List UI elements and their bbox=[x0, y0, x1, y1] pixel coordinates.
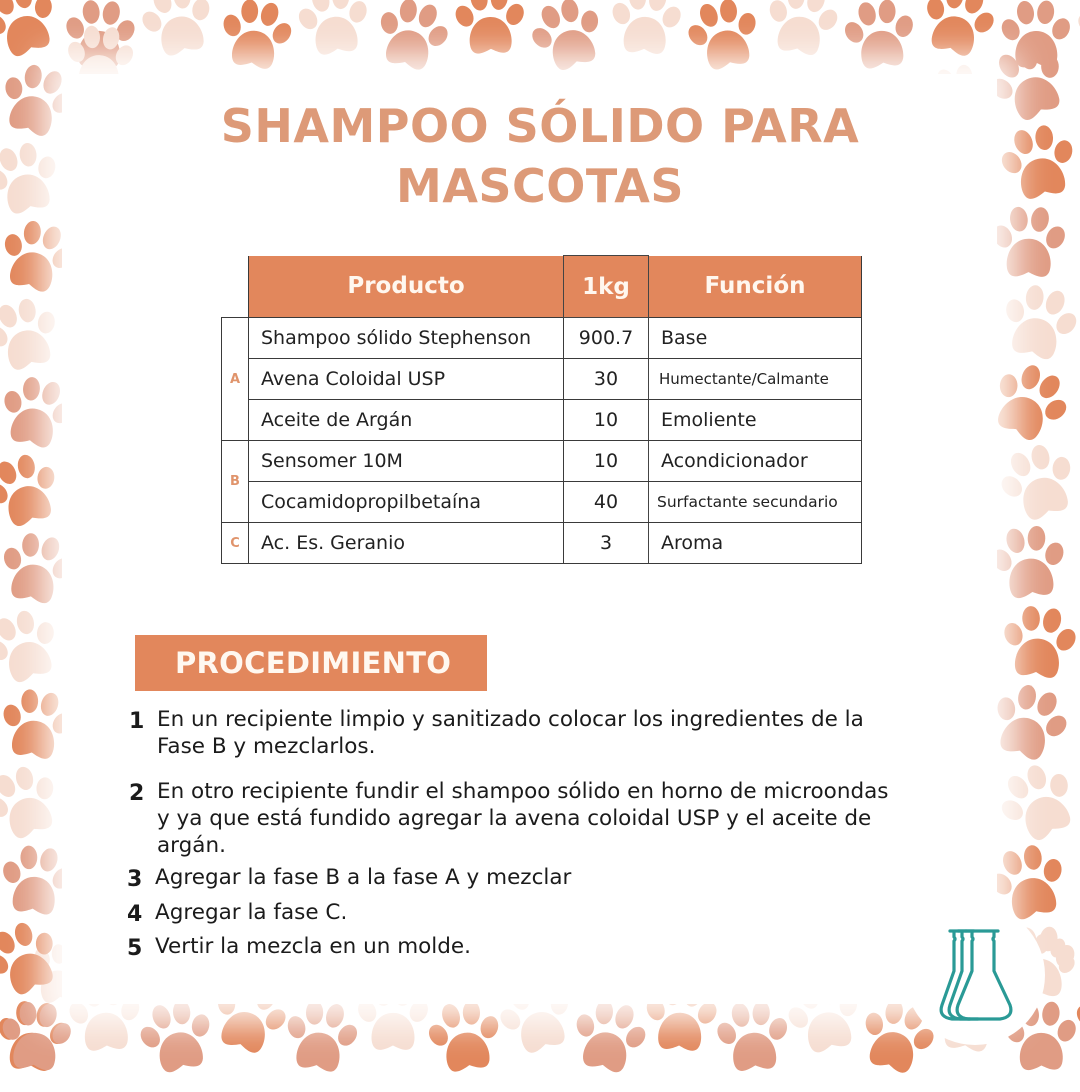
step-text: Vertir la mezcla en un molde. bbox=[155, 934, 471, 959]
quantity-cell: 30 bbox=[564, 359, 649, 400]
product-cell: Ac. Es. Geranio bbox=[249, 523, 564, 564]
table-header-row bbox=[222, 256, 862, 318]
phase-header-blank bbox=[222, 256, 249, 318]
table-row bbox=[222, 359, 862, 400]
step-number: 2 bbox=[129, 781, 145, 806]
step-number: 3 bbox=[127, 867, 143, 892]
header-product: Producto bbox=[249, 256, 564, 318]
step-item bbox=[127, 899, 895, 928]
function-cell: Emoliente bbox=[649, 400, 862, 441]
step-text: En otro recipiente fundir el shampoo sólido en horno de microondas y ya que está fundido agregar la avena coloidal USP y el aceite de argán. bbox=[157, 779, 889, 858]
product-cell: Cocamidopropilbetaína bbox=[249, 482, 564, 523]
table-row bbox=[222, 482, 862, 523]
quantity-cell: 10 bbox=[564, 400, 649, 441]
table-row bbox=[222, 318, 862, 359]
phase-label-a: A bbox=[222, 318, 249, 441]
step-text: En un recipiente limpio y sanitizado colocar los ingredientes de la Fase B y mezclarlos. bbox=[157, 707, 864, 759]
function-cell: Base bbox=[649, 318, 862, 359]
quantity-cell: 900.7 bbox=[564, 318, 649, 359]
title-line-2: MASCOTAS bbox=[396, 159, 684, 213]
quantity-cell: 40 bbox=[564, 482, 649, 523]
step-item bbox=[129, 778, 892, 859]
phase-label-b: B bbox=[222, 441, 249, 523]
flask-icon bbox=[936, 925, 1014, 1025]
function-cell: Humectante/Calmante bbox=[649, 359, 862, 400]
recipe-table bbox=[221, 255, 862, 564]
quantity-cell: 3 bbox=[564, 523, 649, 564]
product-cell: Aceite de Argán bbox=[249, 400, 564, 441]
step-item bbox=[129, 706, 897, 760]
header-function: Función bbox=[649, 256, 862, 318]
function-cell: Acondicionador bbox=[649, 441, 862, 482]
function-cell: Surfactante secundario bbox=[649, 482, 862, 523]
header-quantity: 1kg bbox=[564, 256, 649, 318]
step-number: 5 bbox=[127, 936, 143, 961]
paw-print-icon bbox=[0, 992, 82, 1083]
table-row bbox=[222, 441, 862, 482]
procedure-heading: PROCEDIMIENTO bbox=[135, 635, 487, 691]
product-cell: Avena Coloidal USP bbox=[249, 359, 564, 400]
phase-label-c: C bbox=[222, 523, 249, 564]
step-number: 1 bbox=[129, 709, 145, 734]
table-row bbox=[222, 523, 862, 564]
step-item bbox=[127, 864, 895, 893]
title-line-1: SHAMPOO SÓLIDO PARA bbox=[220, 99, 860, 153]
product-cell: Sensomer 10M bbox=[249, 441, 564, 482]
page-title bbox=[0, 96, 1080, 216]
step-number: 4 bbox=[127, 902, 143, 927]
table-row bbox=[222, 400, 862, 441]
step-item bbox=[127, 933, 895, 962]
product-cell: Shampoo sólido Stephenson bbox=[249, 318, 564, 359]
brand-logo bbox=[905, 905, 1045, 1045]
step-text: Agregar la fase B a la fase A y mezclar bbox=[155, 865, 572, 890]
step-text: Agregar la fase C. bbox=[155, 900, 348, 925]
function-cell: Aroma bbox=[649, 523, 862, 564]
quantity-cell: 10 bbox=[564, 441, 649, 482]
